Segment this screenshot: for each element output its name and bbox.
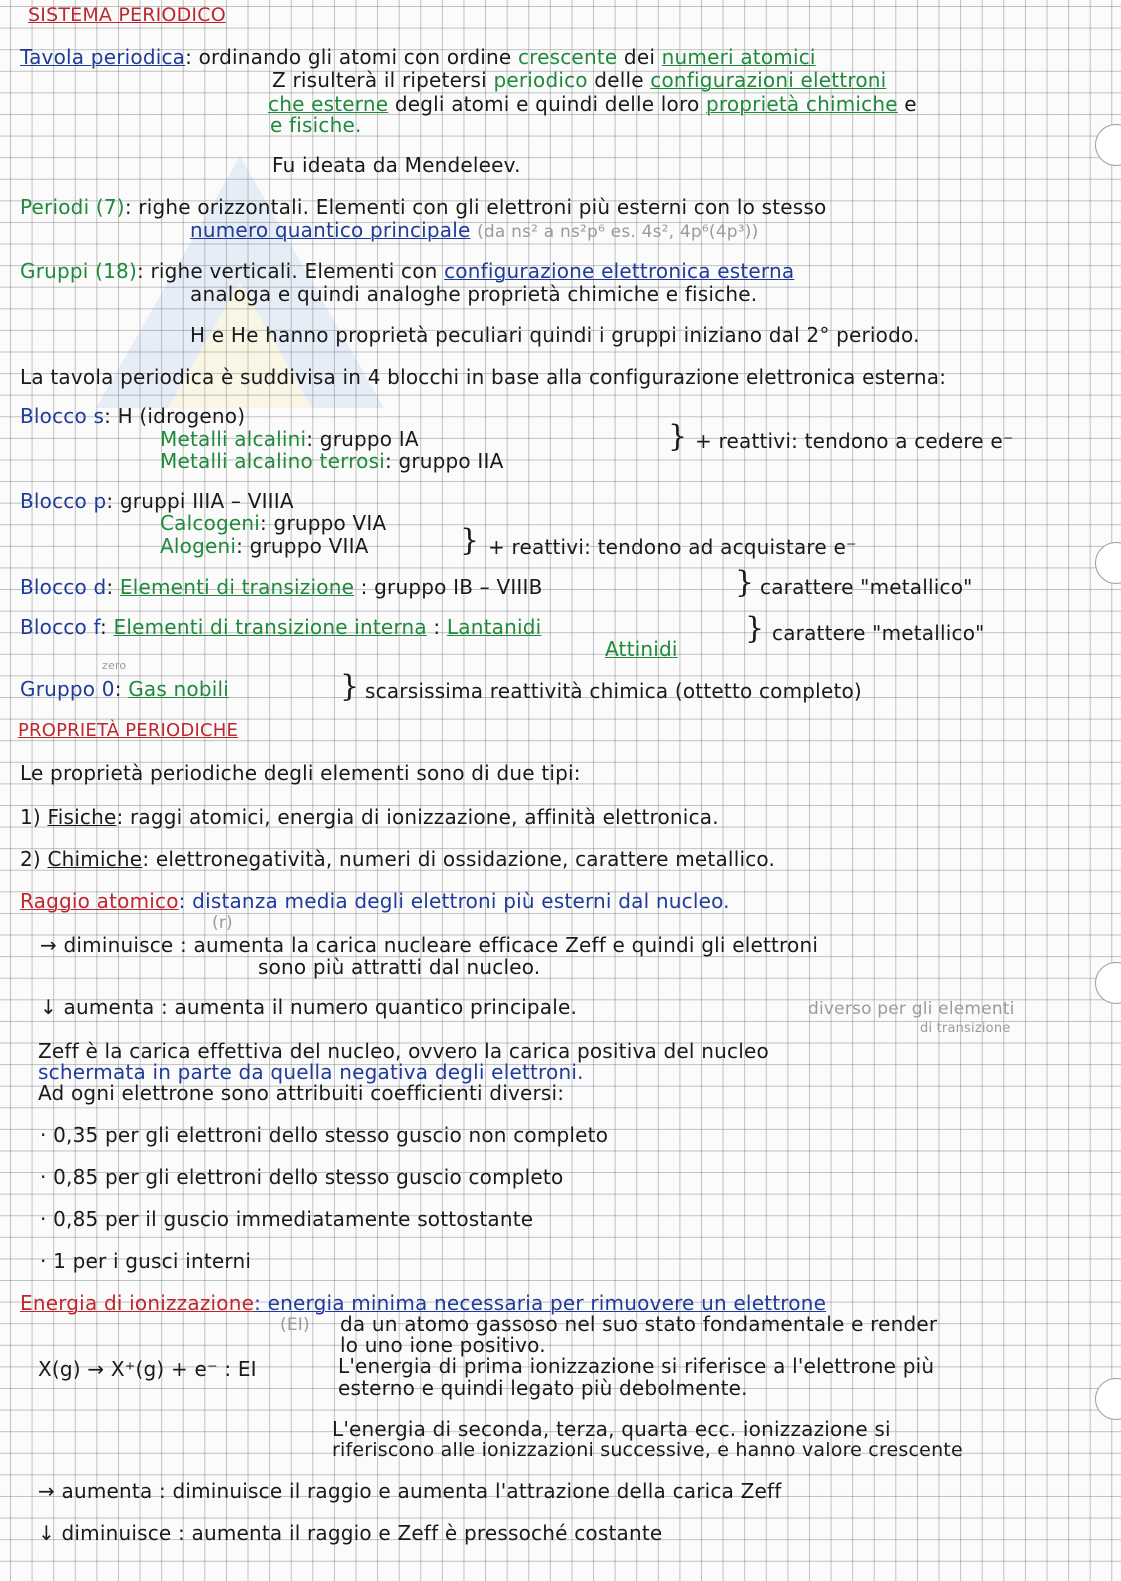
- periodi-line-2: [190, 219, 758, 243]
- energia-line-3: lo uno ione positivo.: [340, 1333, 546, 1357]
- tavola-text: e: [897, 92, 917, 116]
- energia-definition: : energia minima necessaria per rimuovere un elettrone: [254, 1291, 827, 1315]
- energia-equation: X(g) → X⁺(g) + e⁻ : EI: [38, 1357, 257, 1381]
- proprieta-label: Fisiche: [47, 805, 117, 829]
- blocco-f-line-2: Attinidi: [605, 637, 678, 661]
- proprieta-label: Chimiche: [47, 847, 143, 871]
- blocco-f-text: :: [426, 615, 447, 639]
- blocco-s-keyword: Metalli alcalini: [160, 427, 307, 451]
- blocco-s-text: : gruppo IIA: [384, 449, 504, 473]
- tavola-text: : ordinando gli atomi con ordine: [185, 45, 518, 69]
- gruppo0-small: zero: [102, 659, 127, 672]
- gruppi-text: : righe verticali. Elementi con: [136, 259, 445, 283]
- brace-symbol: }: [460, 523, 480, 558]
- blocco-s-line-3: [160, 450, 504, 472]
- tavola-text: delle: [587, 68, 651, 92]
- gruppi-line-3: H e He hanno proprietà peculiari quindi i gruppi iniziano dal 2° periodo.: [190, 323, 920, 347]
- gruppi-line-2: analoga e quindi analoghe proprietà chimiche e fisiche.: [190, 282, 758, 306]
- zeff-bullet: · 0,85 per gli elettroni dello stesso guscio completo: [40, 1165, 564, 1189]
- brace-symbol: }: [735, 565, 755, 600]
- energia-aum: → aumenta : diminuisce il raggio e aumenta l'attrazione della carica Zeff: [38, 1479, 782, 1503]
- periodi-line-1: [20, 196, 826, 218]
- gruppo0-text: :: [114, 677, 129, 701]
- blocco-f-label: Blocco f: [20, 615, 101, 639]
- blocco-d-text: :: [106, 575, 120, 599]
- blocco-p-keyword: Calcogeni: [160, 511, 261, 535]
- blocchi-intro: La tavola periodica è suddivisa in 4 blocchi in base alla configurazione elettronica esterna:: [20, 365, 947, 389]
- blocco-s-text: : H (idrogeno): [104, 404, 246, 428]
- proprieta-text: : elettronegatività, numeri di ossidazione, carattere metallico.: [142, 847, 776, 871]
- blocco-s-text: : gruppo IA: [306, 427, 419, 451]
- zeff-line-2: schermata in parte da quella negativa degli elettroni.: [38, 1060, 584, 1084]
- raggio-note-2: di transizione: [920, 1021, 1011, 1036]
- blocco-f-text: :: [100, 615, 114, 639]
- list-number: 2): [20, 847, 48, 871]
- energia-p2: esterno e quindi legato più debolmente.: [338, 1376, 748, 1400]
- tavola-keyword: proprietà chimiche: [705, 92, 898, 116]
- tavola-text: degli atomi e quindi delle loro: [388, 92, 706, 116]
- gruppo0-line: [20, 678, 229, 700]
- brace-symbol: }: [668, 419, 688, 454]
- gruppo0-keyword: Gas nobili: [128, 677, 230, 701]
- energia-dim: ↓ diminuisce : aumenta il raggio e Zeff è pressoché costante: [38, 1521, 663, 1545]
- blocco-d-label: Blocco d: [20, 575, 107, 599]
- blocco-s-line-1: [20, 405, 245, 427]
- tavola-line-2: [272, 69, 886, 91]
- blocco-p-label: Blocco p: [20, 489, 107, 513]
- binder-hole: [1095, 962, 1121, 1004]
- tavola-line-3: [268, 93, 917, 115]
- section-title: PROPRIETÀ PERIODICHE: [18, 720, 239, 741]
- blocco-s-label: Blocco s: [20, 404, 105, 428]
- blocco-f-keyword: Elementi di transizione interna: [113, 615, 427, 639]
- energia-p3: L'energia di seconda, terza, quarta ecc. ionizzazione si: [332, 1417, 891, 1441]
- tavola-label: Tavola periodica: [20, 45, 186, 69]
- raggio-dim-2: sono più attratti dal nucleo.: [258, 955, 541, 979]
- blocco-f-note: carattere "metallico": [772, 621, 985, 645]
- zeff-bullet: · 1 per i gusci interni: [40, 1249, 252, 1273]
- proprieta-intro: Le proprietà periodiche degli elementi sono di due tipi:: [20, 761, 581, 785]
- periodi-text: : righe orizzontali. Elementi con gli elettroni più esterni con lo stesso: [124, 195, 827, 219]
- tavola-keyword: crescente: [517, 45, 618, 69]
- tavola-keyword: numeri atomici: [661, 45, 816, 69]
- energia-p4: riferiscono alle ionizzazioni successive, e hanno valore crescente: [332, 1439, 963, 1461]
- blocco-p-note: + reattivi: tendono ad acquistare e⁻: [488, 535, 857, 559]
- binder-hole: [1095, 542, 1121, 584]
- brace-symbol: }: [340, 669, 360, 704]
- zeff-line-3: Ad ogni elettrone sono attribuiti coefficienti diversi:: [38, 1081, 565, 1105]
- brace-symbol: }: [745, 611, 765, 646]
- energia-line-2: da un atomo gassoso nel suo stato fondamentale e render: [340, 1312, 938, 1336]
- raggio-label: Raggio atomico: [20, 889, 179, 913]
- tavola-line-5: Fu ideata da Mendeleev.: [272, 153, 521, 177]
- blocco-d-text: : gruppo IB – VIIIB: [354, 575, 543, 599]
- binder-hole: [1095, 1378, 1121, 1420]
- blocco-p-line-1: [20, 490, 294, 512]
- energia-p1: L'energia di prima ionizzazione si riferisce a l'elettrone più: [338, 1354, 935, 1378]
- zeff-line-1: Zeff è la carica effettiva del nucleo, ovvero la carica positiva del nucleo: [38, 1039, 769, 1063]
- list-number: 1): [20, 805, 48, 829]
- raggio-aum: ↓ aumenta : aumenta il numero quantico principale.: [40, 995, 578, 1019]
- tavola-text: dei: [617, 45, 662, 69]
- blocco-p-text: : gruppi IIIA – VIIIA: [106, 489, 294, 513]
- gruppi-label: Gruppi (18): [20, 259, 137, 283]
- periodi-keyword: numero quantico principale: [190, 218, 471, 242]
- proprieta-fisiche: [20, 806, 719, 828]
- tavola-line-4: e fisiche.: [270, 113, 362, 137]
- blocco-f-line-1: [20, 616, 541, 638]
- zeff-bullet: · 0,85 per il guscio immediatamente sottostante: [40, 1207, 534, 1231]
- tavola-text: Z risulterà il ripetersi: [272, 68, 494, 92]
- raggio-definition: : distanza media degli elettroni più esterni dal nucleo.: [178, 889, 730, 913]
- zeff-bullet: · 0,35 per gli elettroni dello stesso guscio non completo: [40, 1123, 609, 1147]
- blocco-p-keyword: Alogeni: [160, 534, 237, 558]
- tavola-keyword: configurazioni elettroni: [650, 68, 887, 92]
- tavola-keyword: periodico: [493, 68, 588, 92]
- gruppo0-note: scarsissima reattività chimica (ottetto completo): [365, 679, 862, 703]
- blocco-s-keyword: Metalli alcalino terrosi: [160, 449, 385, 473]
- raggio-note-1: diverso per gli elementi: [808, 999, 1015, 1019]
- blocco-p-line-3: [160, 535, 369, 557]
- raggio-line: [20, 890, 730, 912]
- blocco-s-line-2: [160, 428, 419, 450]
- blocco-f-keyword: Lantanidi: [446, 615, 542, 639]
- blocco-d-note: carattere "metallico": [760, 575, 973, 599]
- energia-label: Energia di ionizzazione: [20, 1291, 255, 1315]
- blocco-p-text: : gruppo VIIA: [236, 534, 369, 558]
- gruppo0-label: Gruppo 0: [20, 677, 115, 701]
- raggio-symbol: (r): [212, 913, 233, 933]
- blocco-d-line: [20, 576, 543, 598]
- binder-hole: [1095, 124, 1121, 166]
- tavola-line-1: [20, 46, 816, 68]
- proprieta-text: : raggi atomici, energia di ionizzazione, affinità elettronica.: [116, 805, 719, 829]
- blocco-p-line-2: [160, 512, 386, 534]
- raggio-dim-1: → diminuisce : aumenta la carica nucleare efficace Zeff e quindi gli elettroni: [40, 933, 819, 957]
- gruppi-keyword: configurazione elettronica esterna: [444, 259, 795, 283]
- gruppi-line-1: [20, 260, 794, 282]
- energia-symbol: (EI): [280, 1315, 310, 1335]
- blocco-p-text: : gruppo VIA: [260, 511, 387, 535]
- proprieta-chimiche: [20, 848, 775, 870]
- tavola-keyword: che esterne: [268, 92, 389, 116]
- periodi-note: (da ns² a ns²p⁶ es. 4s², 4p⁶(4p³)): [477, 222, 759, 242]
- periodi-label: Periodi (7): [20, 195, 125, 219]
- blocco-s-note: + reattivi: tendono a cedere e⁻: [695, 429, 1014, 453]
- page-title: SISTEMA PERIODICO: [28, 4, 226, 26]
- energia-line-1: [20, 1292, 826, 1314]
- blocco-d-keyword: Elementi di transizione: [119, 575, 355, 599]
